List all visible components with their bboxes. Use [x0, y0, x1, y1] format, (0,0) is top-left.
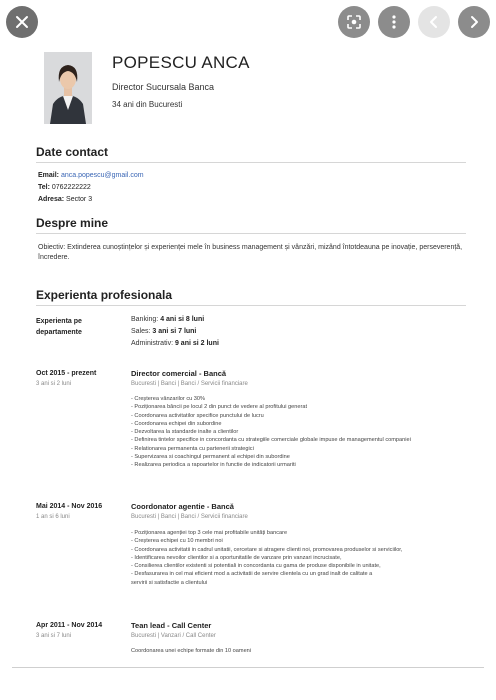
- job-bullets: [131, 647, 471, 655]
- job-bullet: - Poziționarea agenției top 3 cele mai profitabile unități bancare: [131, 530, 288, 536]
- job-bullets: [131, 395, 471, 470]
- job-bullet: - Creșterea vânzarilor cu 30%: [131, 396, 205, 402]
- summary-label: Sales:: [131, 328, 151, 335]
- page-bottom-rule: [12, 667, 484, 668]
- experience-heading: Experienta profesionala: [36, 288, 173, 302]
- contact-phone-row: [38, 184, 91, 191]
- summary-value: 9 ani si 2 luni: [174, 340, 219, 347]
- close-icon: [15, 15, 29, 29]
- job-meta: Bucuresti | Vanzari / Call Center: [131, 633, 216, 639]
- address-label: Adresa:: [38, 196, 65, 203]
- candidate-name: POPESCU ANCA: [112, 53, 250, 72]
- job-bullet: - Dezvoltarea la standarde inalte a clientilor: [131, 429, 239, 436]
- job-bullet: - Consilierea clientilor existenti si potentiali in concordanta cu gama de produse disponibile in unitate,: [131, 563, 381, 570]
- address-value: Sector 3: [66, 196, 93, 203]
- job-title: Coordonator agentie - Bancă: [131, 502, 234, 511]
- job-period: Mai 2014 - Nov 2016: [36, 503, 103, 510]
- job-title: Director comercial - Bancă: [131, 369, 227, 378]
- candidate-age-location: 34 ani din Bucuresti: [112, 100, 183, 109]
- about-text: Obiectiv: Extinderea cunoștințelor și experienței mele în business management și vânzări, mizând întotdeauna pe inovație, perseverență, încredere.: [38, 244, 463, 261]
- divider: [36, 162, 466, 163]
- email-label: Email:: [38, 172, 60, 179]
- job-bullet: servirii si satisfactie a clientului: [131, 579, 208, 586]
- portrait-image: [44, 52, 92, 124]
- job-bullet: Coordonarea unei echipe formate din 10 oameni: [131, 648, 252, 654]
- phone-value: 0762222222: [51, 184, 91, 191]
- summary-row: [131, 328, 196, 335]
- job-bullet: - Relationarea permanenta cu partenerii strategici: [131, 445, 254, 452]
- job-bullet: - Coordonarea echipei din subordine: [131, 420, 222, 427]
- job-bullet: - Coordonarea activitatilor specifice punctului de lucru: [131, 412, 264, 419]
- summary-label: Administrativ:: [131, 340, 174, 347]
- job-meta: Bucuresti | Banci | Banci / Servicii financiare: [131, 514, 248, 520]
- job-bullet: - Coordonarea activitatii in cadrul unitatii, cercetare si atragere clienti noi, promovarea produselor si serviciilor,: [131, 546, 403, 553]
- about-heading: Despre mine: [36, 216, 109, 230]
- job-title: Tean lead - Call Center: [131, 621, 212, 630]
- job-period: Apr 2011 - Nov 2014: [36, 622, 103, 629]
- job-bullets: [131, 529, 471, 587]
- job-duration: 3 ani si 7 luni: [36, 633, 72, 639]
- close-button[interactable]: [6, 6, 38, 38]
- chevron-left-icon: [427, 15, 441, 29]
- summary-value: 3 ani si 7 luni: [152, 328, 197, 335]
- lens-search-button[interactable]: [338, 6, 370, 38]
- profile-photo: [44, 52, 92, 124]
- previous-image-button[interactable]: [418, 6, 450, 38]
- job-bullet: - Desfasurarea in cel mai eficient mod a activitatii de servire clientela cu un grad inalt de calitate a: [131, 571, 373, 578]
- job-duration: 1 an si 6 luni: [36, 514, 70, 520]
- summary-label: Banking:: [131, 316, 159, 323]
- next-image-button[interactable]: [458, 6, 490, 38]
- job-bullet: - Poziționarea băncii pe locul 2 din punct de vedere al profitului generat: [131, 404, 308, 411]
- job-bullet: - Identificarea nevoilor clientilor si a oportunitatile de vanzare prin vanzari incrucisate,: [131, 554, 342, 561]
- contact-email-row: [38, 172, 144, 179]
- experience-summary-label: Experienta pe departamente: [36, 318, 82, 336]
- lens-icon: [346, 14, 362, 30]
- job-period: Oct 2015 - prezent: [36, 370, 97, 377]
- job-bullet: - Creșterea echipei cu 10 membri noi: [131, 538, 223, 545]
- summary-row: [131, 340, 219, 347]
- candidate-role: Director Sucursala Banca: [112, 82, 215, 92]
- email-link[interactable]: anca.popescu@gmail.com: [60, 172, 144, 179]
- divider: [36, 305, 466, 306]
- summary-row: [131, 316, 204, 323]
- phone-label: Tel:: [38, 184, 50, 191]
- summary-value: 4 ani si 8 luni: [160, 316, 205, 323]
- divider: [36, 233, 466, 234]
- more-vert-icon: [386, 14, 402, 30]
- contact-heading: Date contact: [36, 145, 109, 159]
- more-options-button[interactable]: [378, 6, 410, 38]
- job-duration: 3 ani si 2 luni: [36, 381, 72, 387]
- job-bullet: - Realizarea periodica a rapoartelor in functie de indicatorii urmariti: [131, 462, 296, 469]
- contact-address-row: [38, 196, 92, 203]
- job-bullet: - Supervizarea si coachingul permanent al echipei din subordine: [131, 454, 290, 461]
- job-bullet: - Definirea tintelor specifice in concordanta cu strategiile comerciale globale impuse de managementul companiei: [131, 437, 411, 444]
- chevron-right-icon: [467, 15, 481, 29]
- job-meta: Bucuresti | Banci | Banci / Servicii financiare: [131, 381, 248, 387]
